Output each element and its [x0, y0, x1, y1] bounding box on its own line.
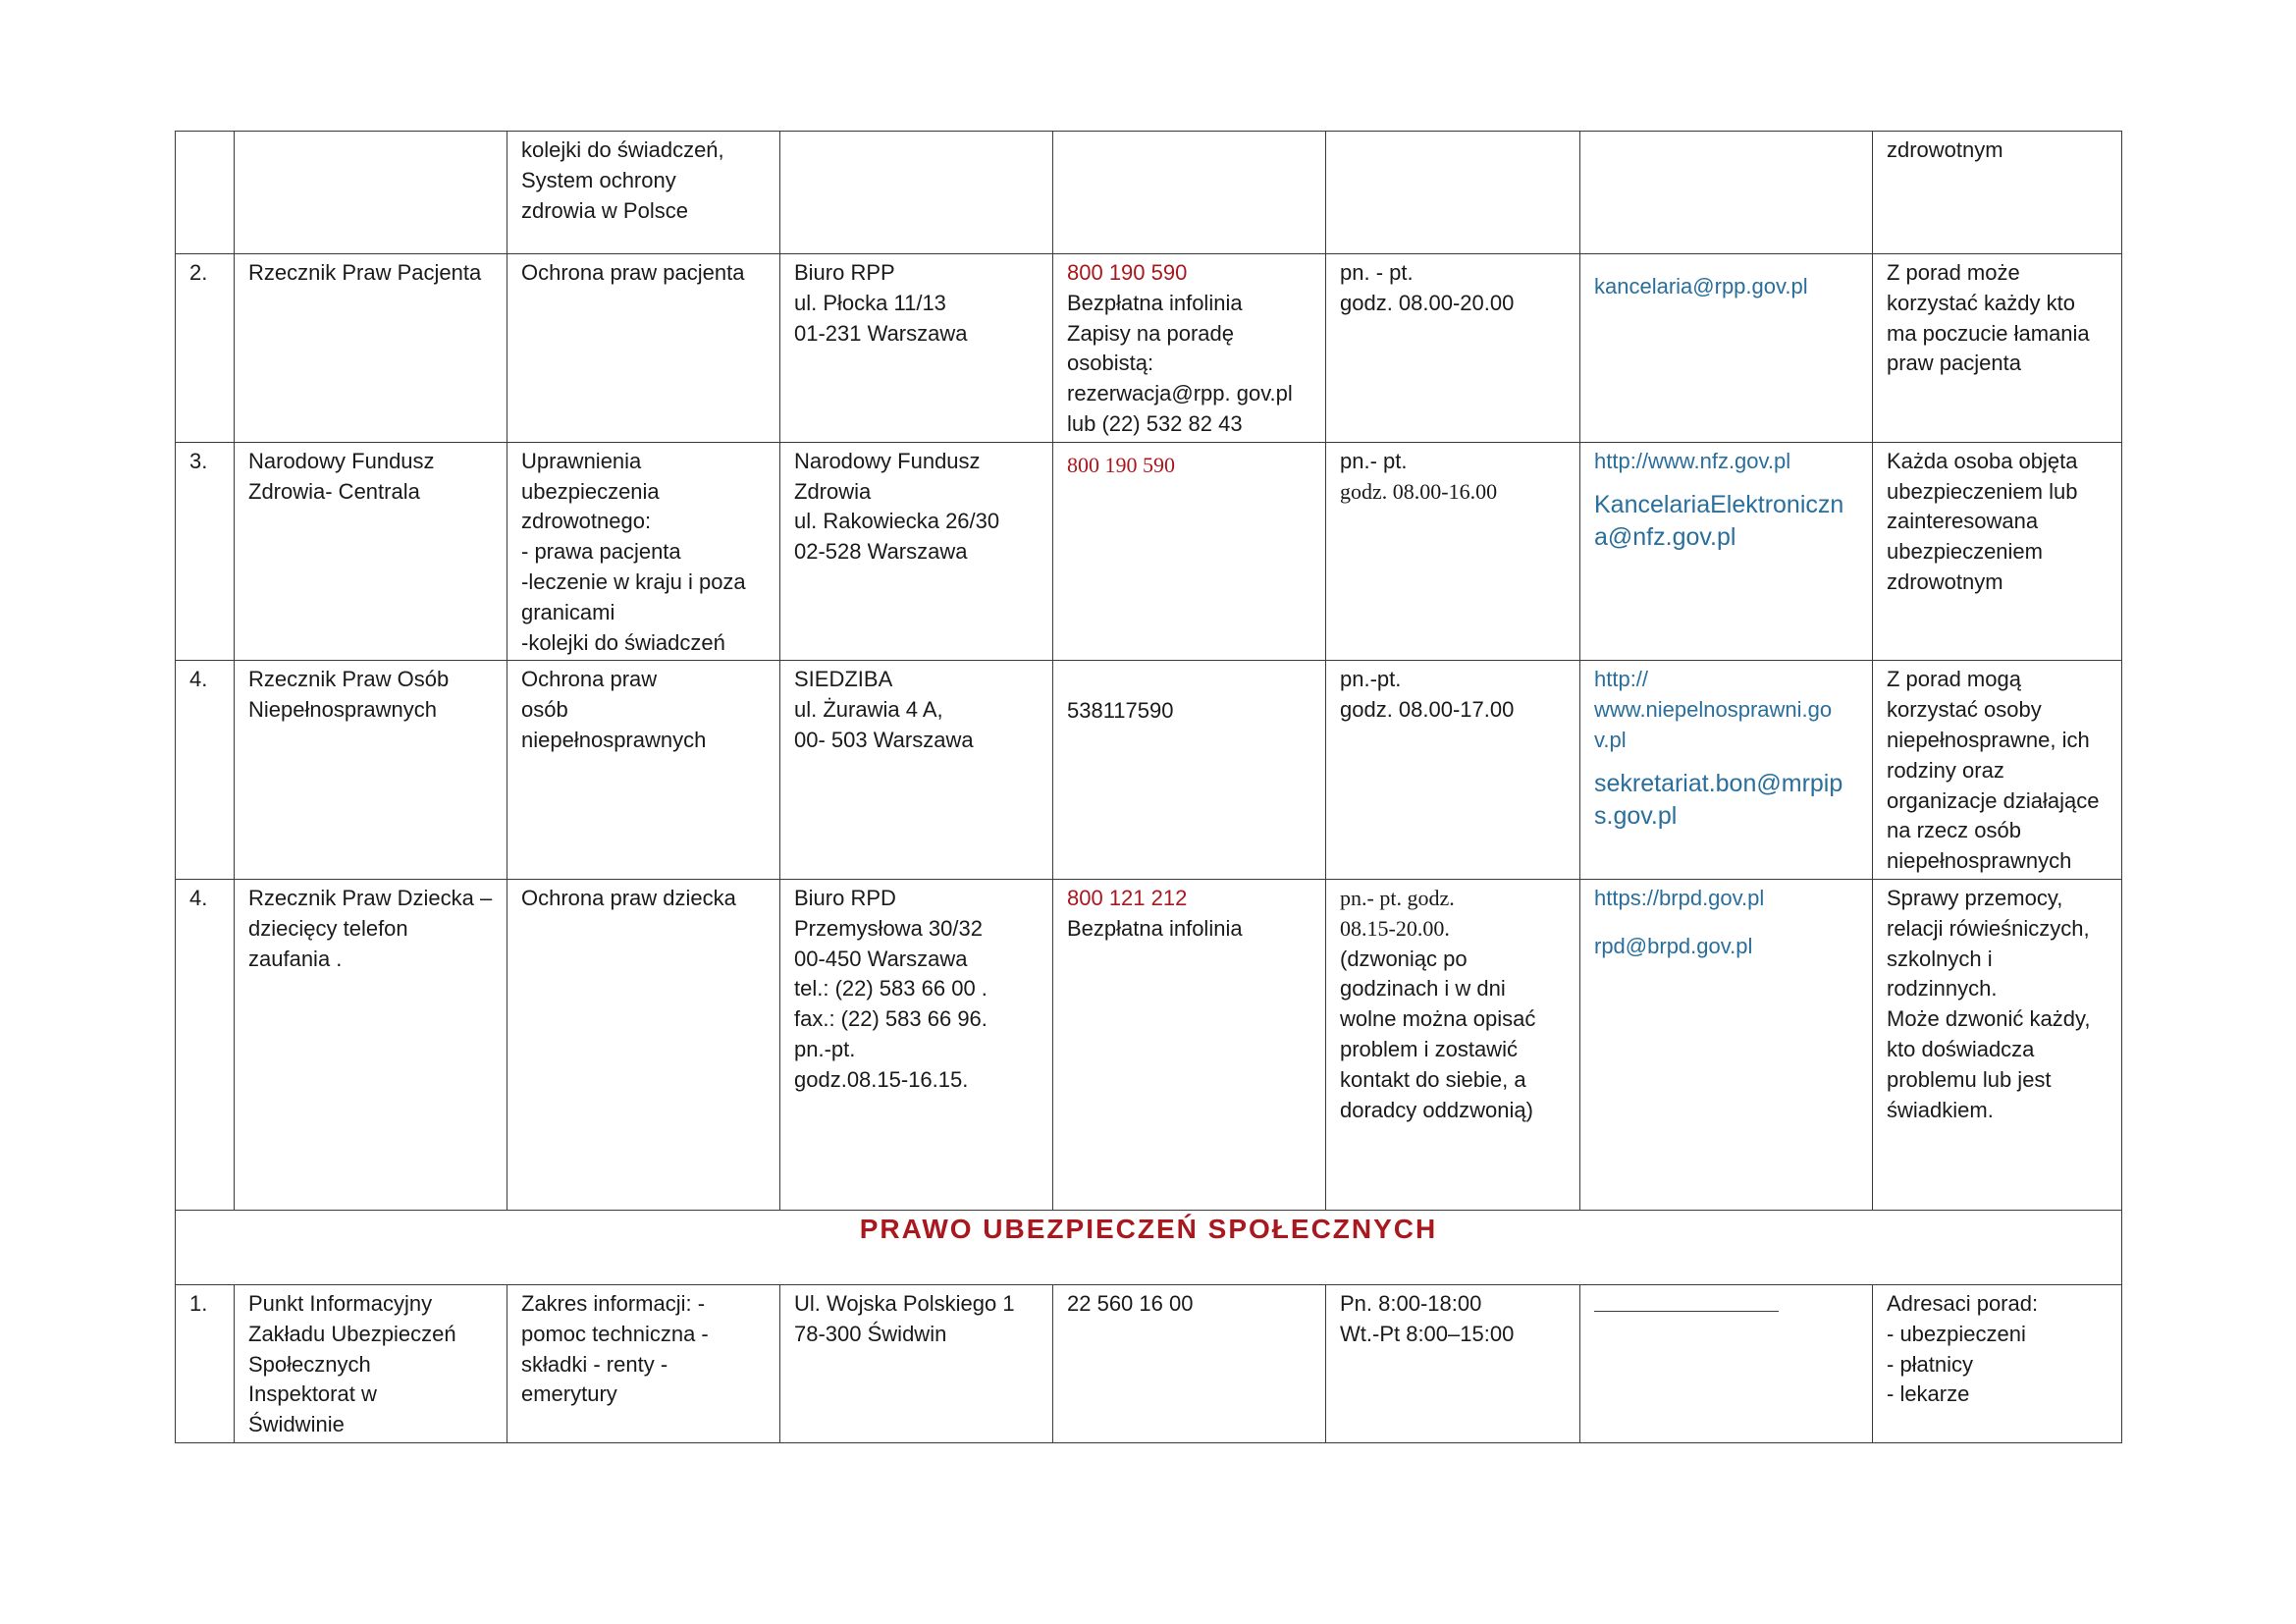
text-line: relacji rówieśniczych, [1887, 915, 2090, 941]
text-line: tel.: (22) 583 66 00 . [794, 976, 988, 1001]
text-line: Zakładu Ubezpieczeń [248, 1321, 456, 1346]
cell-nazwa [235, 442, 507, 661]
text-line: godz. 08.00-16.00 [1340, 478, 1498, 504]
cell-godziny [1326, 879, 1580, 1210]
text-line: System ochrony [521, 167, 676, 192]
text-line: Narodowy Fundusz [794, 448, 981, 473]
text-line: Biuro RPP [794, 260, 895, 285]
text-line: - prawa pacjenta [521, 539, 681, 565]
text-line: SIEDZIBA [794, 667, 893, 692]
cell-adresaci [1873, 254, 2122, 443]
phone-number: 538117590 [1067, 698, 1174, 724]
text-line: Sprawy przemocy, [1887, 885, 2063, 910]
text-line: godz.08.15-16.15. [794, 1066, 969, 1092]
cell-lp [176, 132, 235, 254]
text-line: pn.- pt. godz. [1340, 885, 1455, 910]
cell-adresaci [1873, 132, 2122, 254]
text-line: Uprawnienia [521, 448, 642, 473]
text-line: godz. 08.00-17.00 [1340, 697, 1515, 723]
text-line: fax.: (22) 583 66 96. [794, 1006, 988, 1032]
text-line: rodzinnych. [1887, 976, 1998, 1001]
section-header-cell [176, 1210, 2122, 1284]
text-line: wolne można opisać [1340, 1006, 1536, 1032]
text-line: ul. Rakowiecka 26/30 [794, 509, 1000, 534]
cell-kontakt [1580, 879, 1873, 1210]
text-line: lub (22) 532 82 43 [1067, 410, 1243, 436]
cell-kontakt [1580, 254, 1873, 443]
cell-kontakt [1580, 1284, 1873, 1442]
cell-kontakt [1580, 661, 1873, 880]
cell-adres [780, 254, 1053, 443]
text-line: Może dzwonić każdy, [1887, 1006, 2091, 1032]
cell-telefon [1053, 661, 1326, 880]
text-line: (dzwoniąc po [1340, 946, 1468, 971]
text-line: pn.-pt. [1340, 667, 1402, 692]
cell-adres [780, 1284, 1053, 1442]
cell-godziny [1326, 442, 1580, 661]
text-line: Zdrowia [794, 478, 872, 504]
table-row-zus [176, 1284, 2122, 1442]
text-line: niepełnosprawnych [521, 727, 707, 752]
text-line: problem i zostawić [1340, 1036, 1518, 1061]
cell-godziny [1326, 132, 1580, 254]
text-line: korzystać osoby [1887, 697, 2042, 723]
text-line: organizacje działające [1887, 787, 2100, 813]
cell-godziny [1326, 254, 1580, 443]
text-line: 00- 503 Warszawa [794, 727, 974, 752]
row-number: 2. [189, 260, 208, 285]
website-link[interactable]: www.niepelnosprawni.go [1594, 697, 1833, 723]
cell-godziny [1326, 1284, 1580, 1442]
blank-line [1594, 1289, 1779, 1312]
text-line: Ochrona praw dziecka [521, 885, 736, 910]
text-line: 00-450 Warszawa [794, 946, 968, 971]
text-line: rodziny oraz [1887, 757, 2004, 783]
text-line: dziecięcy telefon [248, 915, 408, 941]
text-line: Zapisy na poradę [1067, 320, 1234, 346]
email-link[interactable]: kancelaria@rpp.gov.pl [1594, 274, 1808, 298]
text-line: granicami [521, 599, 615, 624]
cell-telefon [1053, 879, 1326, 1210]
table-row-continued [176, 132, 2122, 254]
text-line: niepełnosprawnych [1887, 848, 2072, 874]
text-line: Ochrona praw pacjenta [521, 260, 745, 285]
text-line: zdrowia w Polsce [521, 197, 688, 223]
text-line: pn. - pt. [1340, 260, 1414, 285]
text-line: problemu lub jest [1887, 1066, 2052, 1092]
website-link[interactable]: https://brpd.gov.pl [1594, 885, 1765, 910]
phone-number: 800 190 590 [1067, 260, 1188, 285]
row-number: 4. [189, 885, 208, 910]
text-line: Ul. Wojska Polskiego 1 [794, 1290, 1015, 1316]
text-line: 01-231 Warszawa [794, 320, 968, 346]
cell-nazwa [235, 879, 507, 1210]
cell-nazwa [235, 254, 507, 443]
text-line: - ubezpieczeni [1887, 1321, 2026, 1346]
cell-lp [176, 879, 235, 1210]
text-line: ul. Żurawia 4 A, [794, 697, 943, 723]
cell-zakres [507, 442, 780, 661]
text-line: osób [521, 697, 568, 723]
text-line: 02-528 Warszawa [794, 539, 968, 565]
text-line: pomoc techniczna - [521, 1321, 709, 1346]
website-link[interactable]: http://www.nfz.gov.pl [1594, 448, 1791, 473]
cell-zakres [507, 879, 780, 1210]
text-line: ubezpieczeniem [1887, 539, 2043, 565]
text-line: Punkt Informacyjny [248, 1290, 433, 1316]
text-line: Ochrona praw [521, 667, 658, 692]
text-line: Adresaci porad: [1887, 1290, 2039, 1316]
text-line: składki - renty - [521, 1351, 668, 1377]
text-line: niepełnosprawne, ich [1887, 727, 2090, 752]
text-line: osobistą: [1067, 351, 1154, 376]
text-line: szkolnych i [1887, 946, 1993, 971]
section-header-row [176, 1210, 2122, 1284]
text-line: zainteresowana [1887, 509, 2039, 534]
text-line: ma poczucie łamania [1887, 320, 2090, 346]
email-link[interactable]: KancelariaElektroniczn [1594, 490, 1844, 518]
table-row-rpon [176, 661, 2122, 880]
text-line: Pn. 8:00-18:00 [1340, 1290, 1482, 1316]
cell-adres [780, 132, 1053, 254]
cell-telefon [1053, 1284, 1326, 1442]
row-number: 4. [189, 667, 208, 692]
cell-adres [780, 661, 1053, 880]
cell-lp [176, 1284, 235, 1442]
text-line: zaufania . [248, 946, 343, 971]
email-link[interactable]: a@nfz.gov.pl [1594, 522, 1736, 551]
website-link[interactable]: http:// [1594, 667, 1649, 692]
text-line: Rzecznik Praw Osób [248, 667, 450, 692]
cell-godziny [1326, 661, 1580, 880]
phone-number: 22 560 16 00 [1067, 1290, 1194, 1316]
text-line: Wt.-Pt 8:00–15:00 [1340, 1321, 1515, 1346]
text-line: Z porad mogą [1887, 667, 2021, 692]
text-line: pn.- pt. [1340, 448, 1408, 473]
text-line: -kolejki do świadczeń [521, 629, 725, 655]
cell-adres [780, 879, 1053, 1210]
table-row-rpd [176, 879, 2122, 1210]
cell-adresaci [1873, 879, 2122, 1210]
text-line: 78-300 Świdwin [794, 1321, 947, 1346]
text-line: Niepełnosprawnych [248, 697, 437, 723]
row-number: 1. [189, 1290, 208, 1316]
cell-lp [176, 254, 235, 443]
text-line: kontakt do siebie, a [1340, 1066, 1526, 1092]
text-line: godzinach i w dni [1340, 976, 1506, 1001]
text-line: korzystać każdy kto [1887, 290, 2075, 315]
cell-kontakt [1580, 442, 1873, 661]
email-link[interactable]: rpd@brpd.gov.pl [1594, 933, 1753, 958]
text-line: na rzecz osób [1887, 818, 2021, 843]
email-link[interactable]: s.gov.pl [1594, 801, 1678, 830]
text-line: zdrowotnym [1887, 137, 2003, 162]
text-line: pn.-pt. [794, 1036, 856, 1061]
text-line: zdrowotnym [1887, 568, 2003, 594]
cell-kontakt [1580, 132, 1873, 254]
table-row-rpp [176, 254, 2122, 443]
text-line: Świdwinie [248, 1412, 345, 1437]
text-line: kto doświadcza [1887, 1036, 2035, 1061]
cell-zakres [507, 132, 780, 254]
text-line: -leczenie w kraju i poza [521, 568, 746, 594]
text-line: Rzecznik Praw Dziecka – [248, 885, 493, 910]
text-line: Bezpłatna infolinia [1067, 915, 1243, 941]
text-line: godz. 08.00-20.00 [1340, 290, 1515, 315]
phone-number: 800 190 590 [1067, 452, 1175, 477]
text-line: ubezpieczeniem lub [1887, 478, 2078, 504]
cell-nazwa [235, 1284, 507, 1442]
website-link[interactable]: v.pl [1594, 727, 1627, 752]
text-line: kolejki do świadczeń, [521, 137, 724, 162]
phone-number: 800 121 212 [1067, 885, 1188, 910]
text-line: rezerwacja@rpp. gov.pl [1067, 381, 1293, 406]
text-line: 08.15-20.00. [1340, 915, 1450, 941]
text-line: Społecznych [248, 1351, 371, 1377]
text-line: Z porad może [1887, 260, 2020, 285]
text-line: ul. Płocka 11/13 [794, 290, 946, 315]
cell-nazwa [235, 661, 507, 880]
cell-adresaci [1873, 1284, 2122, 1442]
text-line: ubezpieczenia [521, 478, 660, 504]
text-line: Biuro RPD [794, 885, 896, 910]
text-line: Każda osoba objęta [1887, 448, 2078, 473]
text-line: Zdrowia- Centrala [248, 478, 420, 504]
text-line: zdrowotnego: [521, 509, 652, 534]
text-line: - lekarze [1887, 1381, 1970, 1407]
section-title: PRAWO UBEZPIECZEŃ SPOŁECZNYCH [859, 1213, 1438, 1244]
cell-adresaci [1873, 661, 2122, 880]
text-line: Inspektorat w [248, 1381, 377, 1407]
cell-telefon [1053, 442, 1326, 661]
text-line: Narodowy Fundusz [248, 448, 435, 473]
cell-telefon [1053, 254, 1326, 443]
cell-nazwa [235, 132, 507, 254]
table-row-nfz [176, 442, 2122, 661]
cell-zakres [507, 254, 780, 443]
text-line: - płatnicy [1887, 1351, 1974, 1377]
text-line: Przemysłowa 30/32 [794, 915, 983, 941]
cell-adres [780, 442, 1053, 661]
cell-telefon [1053, 132, 1326, 254]
row-number: 3. [189, 448, 208, 473]
text-line: Bezpłatna infolinia [1067, 290, 1243, 315]
cell-lp [176, 661, 235, 880]
cell-adresaci [1873, 442, 2122, 661]
text-line: Rzecznik Praw Pacjenta [248, 260, 482, 285]
text-line: świadkiem. [1887, 1097, 1994, 1122]
text-line: Zakres informacji: - [521, 1290, 706, 1316]
cell-lp [176, 442, 235, 661]
text-line: emerytury [521, 1381, 617, 1407]
text-line: doradcy oddzwonią) [1340, 1097, 1533, 1122]
email-link[interactable]: sekretariat.bon@mrpip [1594, 769, 1843, 797]
cell-zakres [507, 1284, 780, 1442]
contact-table [175, 131, 2122, 1443]
cell-zakres [507, 661, 780, 880]
text-line: praw pacjenta [1887, 351, 2021, 376]
